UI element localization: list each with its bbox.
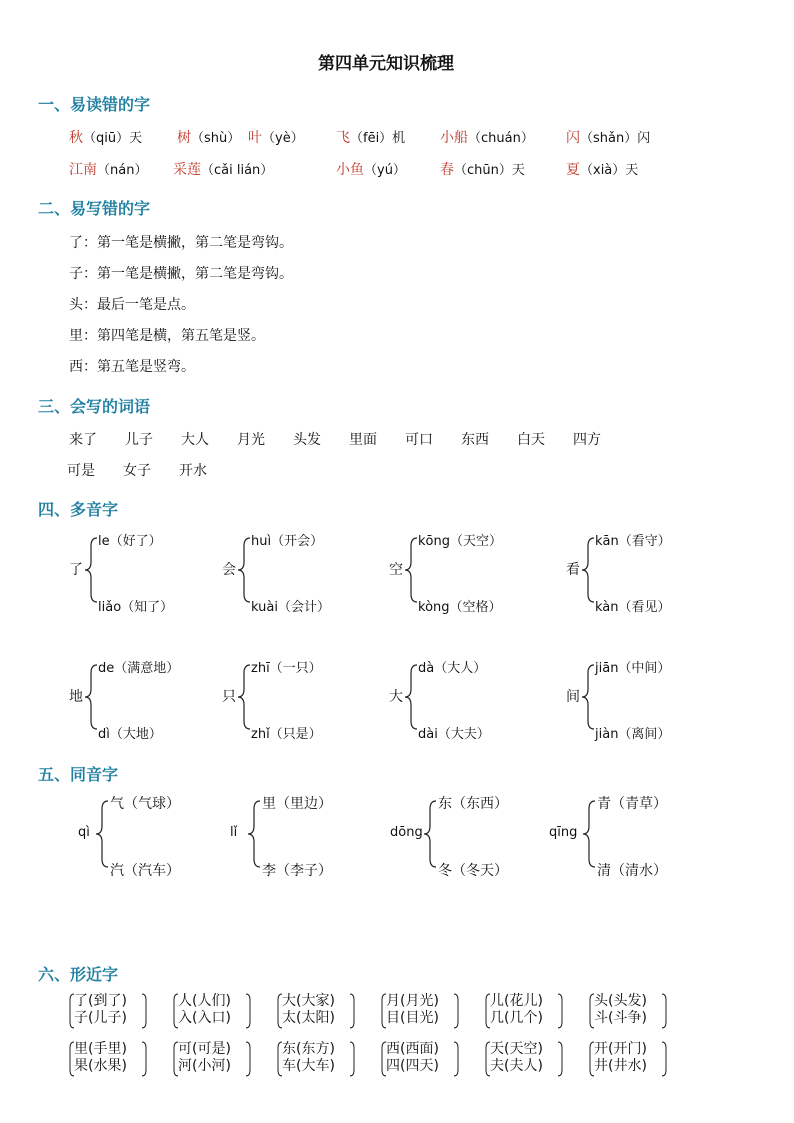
bracket-shape <box>245 994 251 1028</box>
section-heading-1: 一、易读错的字 <box>38 95 151 114</box>
homophone-word: 东（东西） <box>438 796 508 812</box>
homophone-word: 青（青草） <box>597 796 667 812</box>
pinyin-text: （qiū）天 <box>83 131 143 146</box>
similar-word: 太(太阳) <box>282 1010 335 1026</box>
polyphone-reading: dì（大地） <box>98 727 162 742</box>
pinyin-text: （fēi）机 <box>350 131 406 146</box>
vocab-word: 四方 <box>573 432 601 448</box>
polyphone-char: 地 <box>69 689 83 705</box>
bracket-shape <box>141 994 147 1028</box>
pinyin-text: （shù） <box>191 131 241 146</box>
bracket-shape <box>557 1042 563 1076</box>
brace-shape <box>248 801 262 867</box>
section-heading-3: 三、会写的词语 <box>38 397 151 416</box>
similar-word: 了(到了) <box>74 993 127 1009</box>
similar-word: 入(入口) <box>178 1010 231 1026</box>
brace-shape <box>582 665 596 729</box>
polyphone-reading: dà（大人） <box>418 661 487 676</box>
similar-pair <box>282 993 335 1027</box>
similar-word: 里(手里) <box>74 1041 127 1057</box>
homophone-pinyin: lǐ <box>230 825 238 840</box>
pinyin-item <box>566 159 638 179</box>
homophone-word: 清（清水） <box>597 863 667 879</box>
pinyin-text: （shǎn）闪 <box>580 131 651 146</box>
rule-line: 头：最后一笔是点。 <box>69 297 195 313</box>
similar-word: 月(月光) <box>386 993 439 1009</box>
bracket-shape <box>557 994 563 1028</box>
bracket-shape <box>661 994 667 1028</box>
pinyin-item <box>248 127 304 147</box>
pinyin-item <box>336 127 405 147</box>
similar-word: 开(开门) <box>594 1041 647 1057</box>
similar-word: 斗(斗争) <box>594 1010 647 1026</box>
brace-shape <box>405 538 419 602</box>
similar-word: 目(目光) <box>386 1010 439 1026</box>
highlight-word: 飞 <box>336 130 350 146</box>
vocab-word: 儿子 <box>125 432 153 448</box>
section-heading-6: 六、形近字 <box>38 965 119 984</box>
brace-shape <box>238 665 252 729</box>
vocab-word: 开水 <box>179 463 207 479</box>
vocab-word: 头发 <box>293 432 321 448</box>
rule-line: 了：第一笔是横撇，第二笔是弯钩。 <box>69 235 293 251</box>
homophone-pinyin: dōng <box>390 825 423 840</box>
polyphone-char: 看 <box>566 562 580 578</box>
homophone-word: 冬（冬天） <box>438 863 508 879</box>
highlight-word: 秋 <box>69 130 83 146</box>
polyphone-reading: dài（大夫） <box>418 727 490 742</box>
pinyin-item <box>440 159 525 179</box>
similar-pair <box>386 1041 439 1075</box>
bracket-shape <box>661 1042 667 1076</box>
highlight-word: 叶 <box>248 130 262 146</box>
similar-pair <box>282 1041 335 1075</box>
highlight-word: 采莲 <box>173 162 201 178</box>
brace-shape <box>583 801 597 867</box>
rule-line: 里：第四笔是横，第五笔是竖。 <box>69 328 265 344</box>
similar-word: 头(头发) <box>594 993 647 1009</box>
pinyin-text: （cǎi lián） <box>201 163 274 178</box>
page-title: 第四单元知识梳理 <box>318 54 454 74</box>
vocab-word: 白天 <box>517 432 545 448</box>
pinyin-item <box>69 127 142 147</box>
rule-line: 子：第一笔是横撇，第二笔是弯钩。 <box>69 266 293 282</box>
polyphone-reading: zhī（一只） <box>251 661 322 676</box>
pinyin-text: （yú） <box>364 163 406 178</box>
pinyin-item <box>566 127 650 147</box>
polyphone-reading: kuài（会计） <box>251 600 330 615</box>
similar-word: 大(大家) <box>282 993 335 1009</box>
polyphone-reading: huì（开会） <box>251 534 324 549</box>
polyphone-reading: liǎo（知了） <box>98 600 174 615</box>
polyphone-char: 空 <box>389 562 403 578</box>
polyphone-char: 间 <box>566 689 580 705</box>
bracket-shape <box>453 994 459 1028</box>
similar-word: 夫(夫人) <box>490 1058 543 1074</box>
highlight-word: 小鱼 <box>336 162 364 178</box>
bracket-shape <box>141 1042 147 1076</box>
polyphone-reading: jiān（中间） <box>595 661 671 676</box>
similar-pair <box>74 993 127 1027</box>
similar-word: 西(西面) <box>386 1041 439 1057</box>
similar-pair <box>178 1041 231 1075</box>
similar-word: 可(可是) <box>178 1041 231 1057</box>
polyphone-reading: jiàn（离间） <box>595 727 671 742</box>
similar-pair <box>594 993 647 1027</box>
polyphone-reading: zhǐ（只是） <box>251 727 322 742</box>
polyphone-reading: de（满意地） <box>98 661 180 676</box>
polyphone-reading: kōng（天空） <box>418 534 502 549</box>
pinyin-item <box>440 127 534 147</box>
highlight-word: 春 <box>440 162 454 178</box>
bracket-shape <box>349 994 355 1028</box>
pinyin-item <box>177 127 240 147</box>
similar-word: 天(天空) <box>490 1041 543 1057</box>
similar-word: 儿(花儿) <box>490 993 543 1009</box>
highlight-word: 树 <box>177 130 191 146</box>
similar-word: 井(井水) <box>594 1058 647 1074</box>
similar-pair <box>74 1041 127 1075</box>
vocab-word: 大人 <box>181 432 209 448</box>
polyphone-reading: kàn（看见） <box>595 600 671 615</box>
highlight-word: 闪 <box>566 130 580 146</box>
pinyin-item <box>336 159 406 179</box>
brace-shape <box>238 538 252 602</box>
brace-shape <box>424 801 438 867</box>
similar-word: 人(人们) <box>178 993 231 1009</box>
pinyin-text: （nán） <box>97 163 148 178</box>
brace-shape <box>85 665 99 729</box>
rule-line: 西：第五笔是竖弯。 <box>69 359 195 375</box>
similar-pair <box>490 1041 543 1075</box>
brace-shape <box>96 801 110 867</box>
vocab-word: 来了 <box>69 432 97 448</box>
highlight-word: 江南 <box>69 162 97 178</box>
similar-pair <box>594 1041 647 1075</box>
vocab-word: 里面 <box>349 432 377 448</box>
similar-pair <box>178 993 231 1027</box>
section-heading-4: 四、多音字 <box>38 500 119 519</box>
similar-word: 子(儿子) <box>74 1010 127 1026</box>
vocab-word: 可是 <box>67 463 95 479</box>
polyphone-reading: kòng（空格） <box>418 600 502 615</box>
vocab-word: 东西 <box>461 432 489 448</box>
homophone-pinyin: qīng <box>549 825 578 840</box>
polyphone-reading: le（好了） <box>98 534 162 549</box>
similar-word: 河(小河) <box>178 1058 231 1074</box>
similar-pair <box>490 993 543 1027</box>
polyphone-reading: kān（看守） <box>595 534 671 549</box>
brace-shape <box>405 665 419 729</box>
pinyin-text: （yè） <box>262 131 304 146</box>
homophone-pinyin: qì <box>78 825 90 840</box>
bracket-shape <box>453 1042 459 1076</box>
highlight-word: 夏 <box>566 162 580 178</box>
highlight-word: 小船 <box>440 130 468 146</box>
pinyin-text: （chūn）天 <box>454 163 525 178</box>
vocab-word: 可口 <box>405 432 433 448</box>
pinyin-item <box>69 159 147 179</box>
pinyin-text: （chuán） <box>468 131 534 146</box>
similar-word: 果(水果) <box>74 1058 127 1074</box>
homophone-word: 气（气球） <box>110 796 180 812</box>
similar-pair <box>386 993 439 1027</box>
homophone-word: 汽（汽车） <box>110 863 180 879</box>
pinyin-text: （xià）天 <box>580 163 639 178</box>
brace-shape <box>582 538 596 602</box>
section-heading-5: 五、同音字 <box>38 765 119 784</box>
pinyin-item <box>173 159 273 179</box>
polyphone-char: 了 <box>69 562 83 578</box>
similar-word: 几(几个) <box>490 1010 543 1026</box>
brace-shape <box>85 538 99 602</box>
vocab-word: 女子 <box>123 463 151 479</box>
similar-word: 四(四天) <box>386 1058 439 1074</box>
polyphone-char: 会 <box>222 562 236 578</box>
vocab-word: 月光 <box>237 432 265 448</box>
bracket-shape <box>245 1042 251 1076</box>
homophone-word: 李（李子） <box>262 863 332 879</box>
polyphone-char: 大 <box>389 689 403 705</box>
homophone-word: 里（里边） <box>262 796 332 812</box>
similar-word: 车(大车) <box>282 1058 335 1074</box>
bracket-shape <box>349 1042 355 1076</box>
similar-word: 东(东方) <box>282 1041 335 1057</box>
section-heading-2: 二、易写错的字 <box>38 199 151 218</box>
polyphone-char: 只 <box>222 689 236 705</box>
